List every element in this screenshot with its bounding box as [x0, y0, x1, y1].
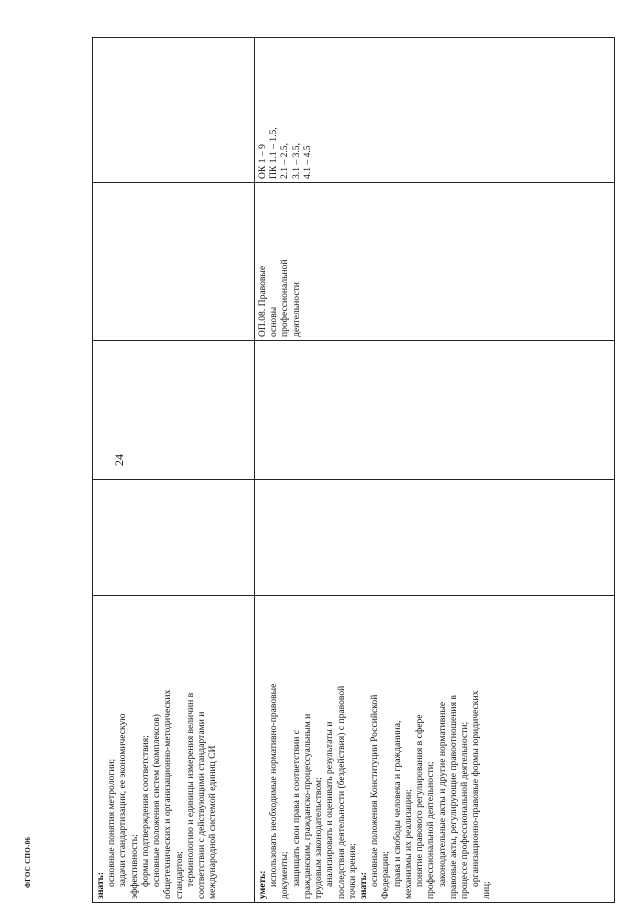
discipline-cell — [93, 183, 255, 341]
text-line: законодательные акты и другие нормативные — [436, 701, 448, 887]
text-line: гражданским, гражданско-процессуальным и — [301, 713, 313, 899]
text-line: 3.1 – 3.5, — [290, 143, 302, 179]
table-row — [93, 38, 255, 903]
text-line: общетехнических и организационно-методических — [162, 689, 174, 899]
knowledge-label: знать: — [357, 872, 369, 899]
footer-code: ФГОС СПО-06 — [24, 836, 32, 888]
text-line: использовать необходимые нормативно-правовые — [268, 683, 280, 887]
text-line: точки зрения; — [346, 843, 358, 899]
text-line: профессиональной деятельности; — [425, 761, 437, 899]
text-line: соответствии с действующими стандартами и — [195, 711, 207, 899]
knowledge-list — [106, 599, 218, 899]
text-line: защищать свои права в соответствии с — [290, 729, 302, 887]
text-line: формы подтверждения соответствия; — [139, 735, 151, 887]
text-line: стандартов; — [173, 851, 185, 899]
requirements-cell — [255, 596, 615, 903]
text-line: 4.1 – 4.5 — [301, 145, 313, 179]
knowledge-list — [369, 599, 492, 899]
page-number: 24 — [112, 454, 126, 466]
text-line: основные положения Конституции Российской — [369, 694, 381, 887]
text-line: права и свободы человека и гражданина, — [391, 720, 403, 887]
discipline-cell — [255, 183, 615, 341]
text-line: ОК 1 – 9 — [257, 144, 268, 179]
text-line: Федерации; — [380, 851, 392, 899]
text-line: 2.1 – 2.5, — [279, 143, 291, 179]
skills-list — [268, 599, 358, 899]
text-line: механизмы их реализации; — [402, 789, 414, 899]
competencies-cell — [255, 38, 615, 183]
text-line: последствия деятельности (бездействия) с правовой — [335, 685, 347, 899]
text-line: основные понятия метрологии; — [106, 758, 118, 887]
knowledge-label: знать: — [95, 872, 106, 899]
table-row — [255, 38, 615, 903]
hours-cell — [255, 480, 615, 596]
text-line: организационно-правовые формы юридических — [470, 690, 482, 887]
text-line: правовые акты, регулирующие правоотношения в — [447, 695, 459, 899]
curriculum-table — [92, 37, 615, 903]
text-line: терминологию и единицы измерения величин в — [184, 692, 196, 887]
discipline-name — [257, 186, 302, 337]
text-line: основные положения систем (комплексов) — [151, 714, 163, 887]
competency-codes — [257, 41, 313, 179]
hours-cell — [93, 341, 255, 480]
text-line: международной системой единиц СИ — [207, 745, 219, 899]
text-line: ОП.08. Правовые — [257, 265, 268, 337]
text-line: трудовым законодательством; — [313, 777, 325, 899]
text-line: задачи стандартизации, ее экономическую — [117, 713, 129, 887]
text-line: ПК 1.1 – 1.5, — [268, 127, 280, 179]
text-line: основы — [268, 306, 280, 337]
hours-cell — [93, 480, 255, 596]
skills-label: уметь: — [257, 870, 268, 899]
text-line: документы; — [279, 851, 291, 899]
competencies-cell — [93, 38, 255, 183]
text-line: процессе профессиональной деятельности; — [458, 721, 470, 899]
hours-cell — [255, 341, 615, 480]
text-line: эффективность; — [128, 834, 140, 899]
rotated-page — [92, 38, 614, 903]
text-line: профессиональной — [279, 259, 291, 337]
text-line: деятельности — [290, 282, 302, 337]
text-line: понятие правового регулирования в сфере — [414, 714, 426, 887]
text-line: анализировать и оценивать результаты и — [324, 721, 336, 887]
requirements-cell — [93, 596, 255, 903]
text-line: лиц; — [481, 881, 493, 899]
